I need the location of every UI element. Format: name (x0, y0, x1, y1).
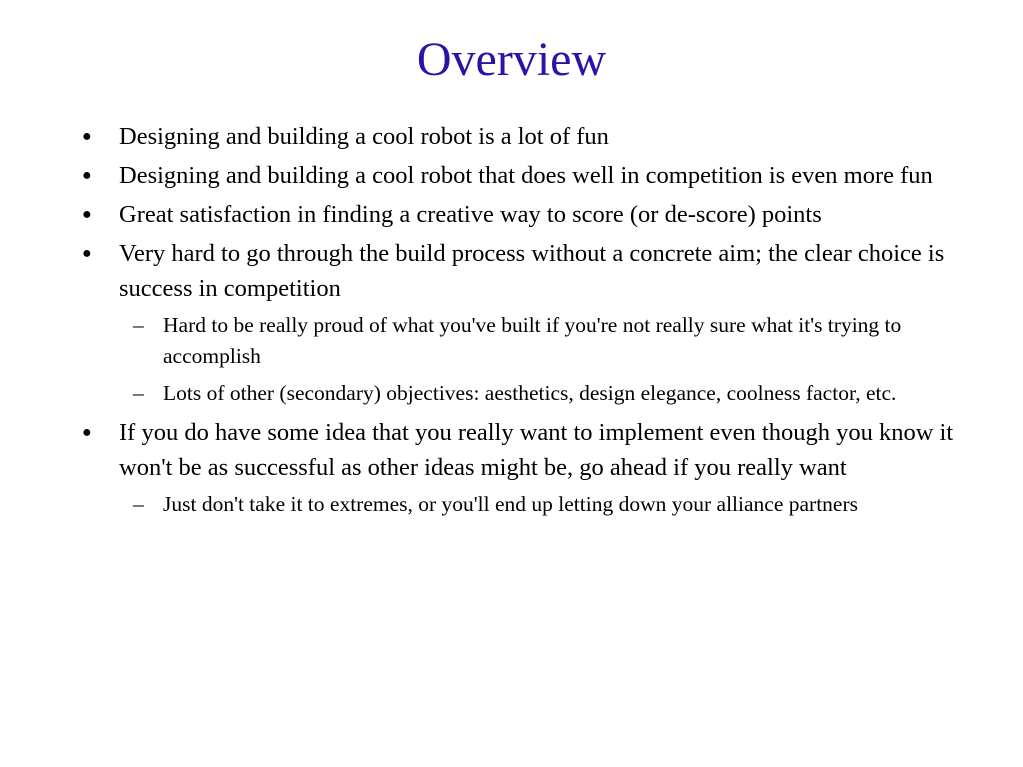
bullet-item-3 (82, 197, 962, 232)
slide-title: Overview (416, 33, 607, 86)
dash-icon: – (133, 313, 144, 337)
bullet-icon: ● (82, 245, 92, 262)
sub-bullet-item (82, 378, 962, 409)
dash-icon: – (133, 381, 144, 405)
sub-bullet-list (82, 489, 962, 520)
dash-icon: – (133, 492, 144, 516)
sub-bullet-item (82, 310, 962, 372)
bullet-icon: ● (82, 128, 92, 145)
sub-bullet-list (82, 310, 962, 409)
bullet-text: Designing and building a cool robot is a lot of fun (119, 123, 609, 150)
sub-bullet-text: Just don't take it to extremes, or you'll end up letting down your alliance partners (163, 492, 858, 516)
sub-bullet-text: Lots of other (secondary) objectives: aesthetics, design elegance, coolness factor, etc. (163, 381, 897, 405)
bullet-item-2 (82, 158, 962, 193)
sub-bullet-text: Hard to be really proud of what you've built if you're not really sure what it's trying to accomplish (163, 313, 902, 368)
bullet-icon: ● (82, 206, 92, 223)
sub-bullet-item (82, 489, 962, 520)
bullet-text: If you do have some idea that you really want to implement even though you know it won't be as successful as other ideas might be, go ahead if you really want (119, 419, 954, 481)
bullet-icon: ● (82, 424, 92, 441)
bullet-text: Designing and building a cool robot that does well in competition is even more fun (119, 162, 933, 189)
bullet-text: Very hard to go through the build process without a concrete aim; the clear choice is success in competition (119, 240, 945, 302)
bullet-list (82, 119, 962, 526)
bullet-text: Great satisfaction in finding a creative way to score (or de-score) points (119, 201, 822, 228)
bullet-item-1 (82, 119, 962, 154)
bullet-item-5 (82, 415, 962, 485)
bullet-item-4 (82, 236, 962, 306)
bullet-icon: ● (82, 167, 92, 184)
